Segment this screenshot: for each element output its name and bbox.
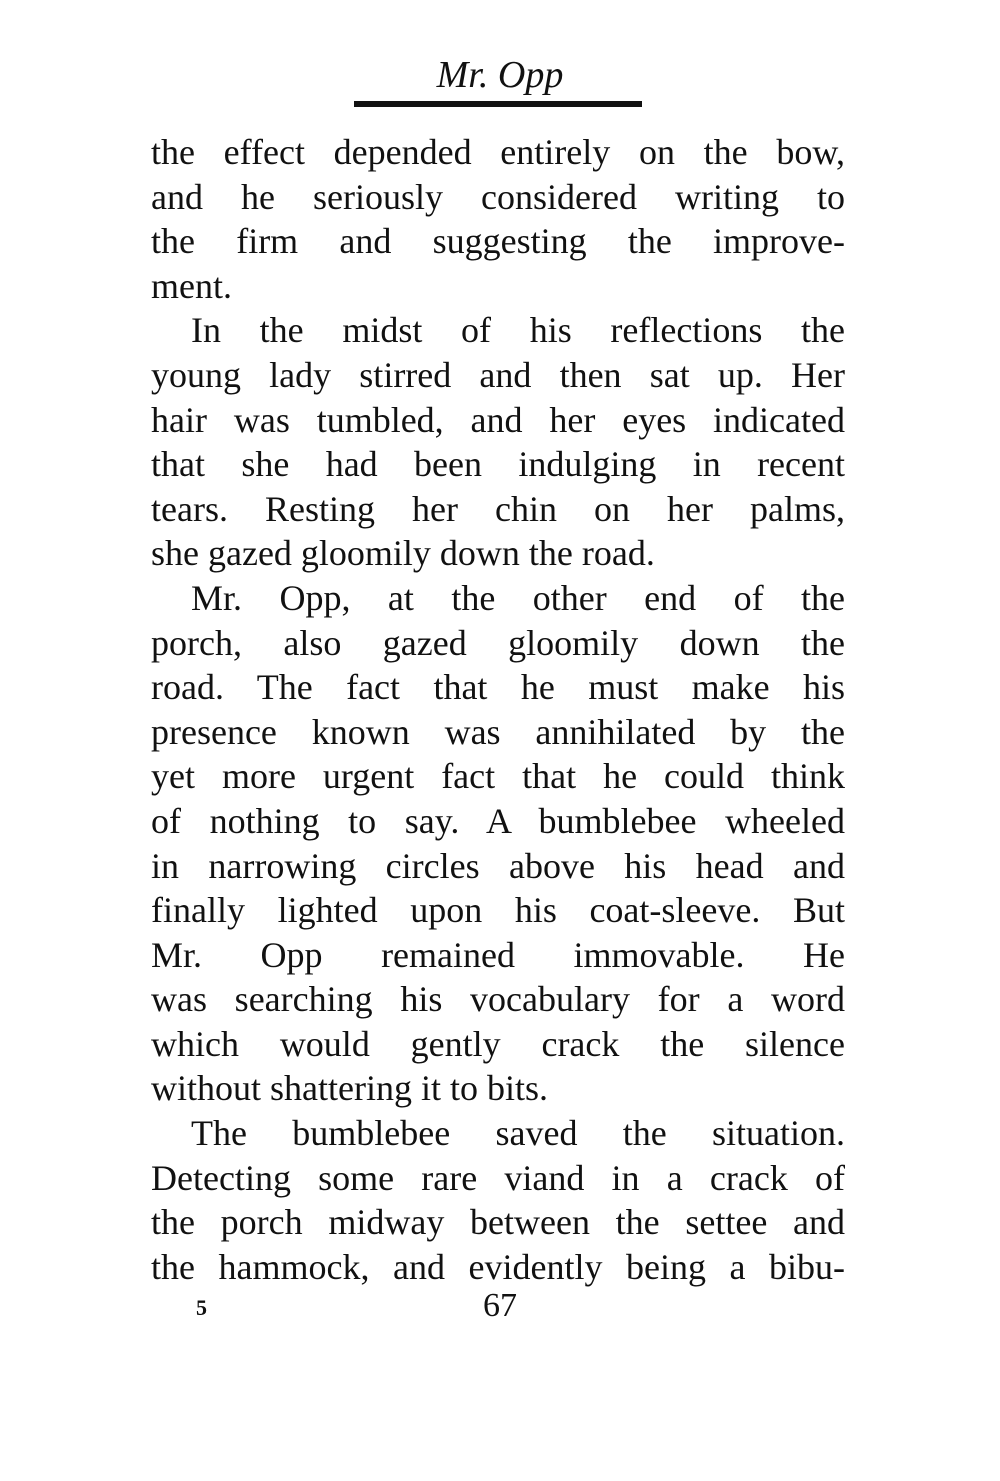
text-line: Detecting some rare viand in a crack of bbox=[151, 1157, 845, 1198]
text-line: ment. bbox=[151, 265, 232, 306]
text-line: the porch midway between the settee and bbox=[151, 1202, 845, 1243]
text-line: presence known was annihilated by the bbox=[151, 711, 845, 752]
text-line: In the midst of his reflections the bbox=[191, 310, 845, 351]
text-line: the firm and suggesting the improve- bbox=[151, 221, 845, 262]
text-line: without shattering it to bits. bbox=[151, 1068, 548, 1109]
text-line: Mr. Opp, at the other end of the bbox=[191, 577, 845, 618]
text-line: hair was tumbled, and her eyes indicated bbox=[151, 399, 845, 440]
text-line: of nothing to say. A bumblebee wheeled bbox=[151, 800, 845, 841]
text-line: road. The fact that he must make his bbox=[151, 667, 845, 708]
text-line: and he seriously considered writing to bbox=[151, 176, 845, 217]
text-line: yet more urgent fact that he could think bbox=[151, 756, 845, 797]
text-line: young lady stirred and then sat up. Her bbox=[151, 354, 845, 395]
text-line: porch, also gazed gloomily down the bbox=[151, 622, 845, 663]
text-line: The bumblebee saved the situation. bbox=[191, 1113, 845, 1154]
text-line: was searching his vocabulary for a word bbox=[151, 979, 845, 1020]
text-line: the hammock, and evidently being a bibu- bbox=[151, 1246, 845, 1287]
text-line: Mr. Opp remained immovable. He bbox=[151, 934, 845, 975]
header-rule bbox=[354, 101, 642, 107]
text-line: finally lighted upon his coat-sleeve. But bbox=[151, 890, 845, 931]
text-line: she gazed gloomily down the road. bbox=[151, 533, 655, 574]
text-line: that she had been indulging in recent bbox=[151, 444, 845, 485]
text-line: in narrowing circles above his head and bbox=[151, 845, 845, 886]
text-line: which would gently crack the silence bbox=[151, 1023, 845, 1064]
page-number: 67 bbox=[483, 1287, 517, 1324]
text-line: the effect depended entirely on the bow, bbox=[151, 132, 845, 172]
text-line: tears. Resting her chin on her palms, bbox=[151, 488, 845, 529]
signature-mark: 5 bbox=[196, 1295, 207, 1320]
body-text bbox=[151, 130, 845, 1289]
running-title: Mr. Opp bbox=[436, 54, 564, 96]
